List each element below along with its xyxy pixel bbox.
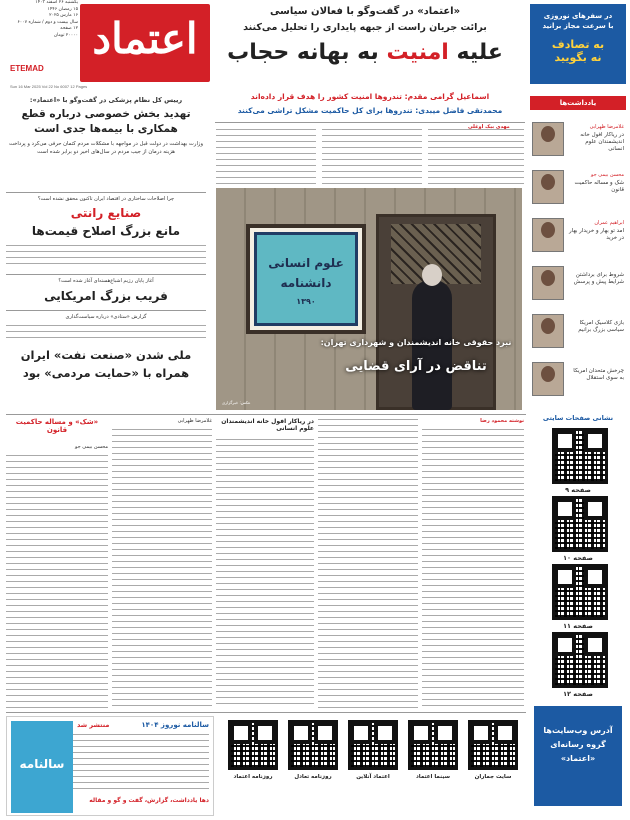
caption-kicker: نبرد حقوقی خانه اندیشمندان و شهرداری تهران: [320, 338, 512, 347]
qr-label: صفحه ۱۰ [563, 554, 593, 562]
left-h1-kicker: رییس کل نظام پزشکی در گفت‌وگو با «اعتماد»: [29, 96, 183, 104]
qr-label: سینما اعتماد [415, 774, 451, 780]
mid-divider [6, 414, 526, 415]
qr-label: صفحه ۹ [565, 486, 591, 494]
qr-label: صفحه ۱۱ [563, 622, 593, 630]
qr-code[interactable] [408, 720, 458, 770]
sidebar-qr-title: نشانی صفحات سایتی [542, 414, 614, 422]
bottom-qr-strip [220, 716, 526, 816]
address-box [534, 706, 622, 806]
author-avatar [532, 314, 564, 348]
article-column-1 [422, 418, 524, 708]
left-divider-2 [6, 274, 206, 275]
qr-label: روزنامه تعادل [294, 774, 332, 780]
qr-label: صفحه ۱۲ [563, 690, 593, 698]
travel-accent-2: نه بگویید [554, 51, 602, 64]
headline-part-2: به بهانه حجاب [227, 40, 387, 65]
plaque-tile [254, 232, 358, 326]
sidebar-item[interactable] [530, 118, 626, 160]
left-h2-a: صنایع رانتی [70, 206, 142, 220]
bottom-divider [6, 712, 526, 713]
sidebar-item-title: شروط برای برداشتن شرایط پیش و پرسش [573, 272, 624, 285]
qr-code[interactable] [552, 428, 608, 484]
qr-code[interactable] [552, 564, 608, 620]
logo-text: اعتماد [92, 14, 198, 63]
sidebar-author: ابراهیم عمران [594, 220, 624, 226]
kicker-line-1: «اعتماد» در گفت‌وگو با فعالان سیاسی [269, 6, 461, 17]
plaque-year: ۱۳۹۰ [296, 296, 316, 306]
logo [80, 4, 210, 82]
qr-code[interactable] [468, 720, 518, 770]
sidebar-item[interactable] [530, 166, 626, 208]
qr-code[interactable] [552, 632, 608, 688]
sidebar-item-title: چرخش متحدان امریکا به سوی استقلال [573, 368, 624, 381]
qr-label: سایت جماران [474, 774, 512, 780]
qr-code[interactable] [228, 720, 278, 770]
nowruz-published: منتشر شد [77, 721, 110, 729]
sidebar-item[interactable] [530, 214, 626, 256]
travel-line-1: در سفرهای نوروزی [543, 12, 613, 20]
qr-label: روزنامه اعتماد [233, 774, 273, 780]
nowruz-travel-box [530, 4, 626, 84]
left-h3: فریب بزرگ امریکایی [44, 289, 168, 303]
left-h1-lead: وزارت بهداشت در دولت قبل در مواجهه با مشکلات مردم کتمان حرفی می‌کرد و پرداخت هزینه درمان از جیب مردم در سال‌های اخیر دو برابر شده است [8, 141, 204, 155]
sub-head-2: محمدتقی فاضل میبدی: تندروها برای کل حاکمیت مشکل تراشی می‌کنند [237, 106, 503, 115]
sidebar-item[interactable] [530, 358, 626, 400]
photo-person-head [422, 264, 442, 286]
photo-caption [316, 338, 516, 374]
date-fa: یکشنبه ۲۶ اسفند ۱۴۰۳ [35, 0, 78, 5]
address-text: آدرس وب‌سایت‌ها گروه رسانه‌ای «اعتماد» [543, 726, 613, 763]
article-column-3 [216, 418, 314, 708]
sidebar-author: غلامرضا ظهرابی [589, 124, 624, 130]
article-column-4 [112, 418, 212, 708]
left-q2: چرا اصلاحات ساختاری در اقتصاد ایران تاکنون محقق نشده است؟ [37, 196, 175, 202]
photo-credit: عکس: خبرگزاری [222, 400, 251, 405]
nowruz-cover [11, 721, 73, 813]
sidebar-item-title: بازی کلاسیک امریکا سیاسی بزرگ برانیم [578, 320, 624, 333]
center-body-text-2 [322, 128, 422, 186]
qr-code[interactable] [552, 496, 608, 552]
price: ۲۰۰۰۰ تومان [53, 32, 78, 38]
nowruz-body [73, 733, 209, 793]
plaque-text: علوم انسانی دانشنامه [268, 255, 344, 290]
col3-author: محسن بیمی جو [75, 444, 108, 450]
col1-author: غلامرضا ظهرابی [177, 418, 212, 424]
main-photo [216, 188, 522, 410]
sidebar-author: محسن بیمی جو [591, 172, 624, 178]
nowruz-title: سالنامه نوروز ۱۴۰۴ [141, 721, 209, 729]
left-h4-a: ملی شدن «صنعت نفت» ایران [20, 348, 192, 362]
sidebar-item-title: در ریاکار افول خانه اندیشمندان علوم انسانی [580, 132, 624, 152]
sidebar-item-title: شک و مساله حاکمیت قانون [574, 180, 624, 193]
masthead-latin-line: Sun 16 Mar 2025 Vol 22 No 6007 12 Pages [10, 84, 88, 89]
author-avatar [532, 218, 564, 252]
nowruz-ad[interactable] [6, 716, 214, 816]
col2-body [216, 438, 314, 708]
center-body-text-3 [428, 128, 524, 186]
date-hijri: ۱۵ رمضان ۱۴۴۶ [47, 6, 78, 12]
left-h2-b: مانع بزرگ اصلاح قیمت‌ها [31, 224, 181, 238]
date-en: ۱۶ مارس ۲۰۲۵ [49, 13, 78, 18]
article-body [422, 428, 524, 706]
left-kicker4: گزارش «ستادی» درباره سیاست‌گذاری [65, 314, 147, 320]
travel-line-2: با سرعت مجاز برانید [542, 22, 614, 30]
left-h1: تهدید بخش خصوصی درباره قطع همکاری با بیمه‌ها جدی است [21, 108, 191, 135]
nowruz-bottom-line: دها یادداشت، گزارش، گفت و گو و مقاله [89, 797, 209, 804]
lead-author: مهدی بیک اوغلی [468, 124, 510, 130]
masthead-date-block [8, 0, 78, 64]
main-headline [215, 40, 515, 65]
kicker-line-2: برائت جریان راست از جبهه پایداری را تحلیل می‌کنند [243, 22, 487, 33]
travel-accent-1: به تصادف [551, 38, 605, 51]
sub-head-1: اسماعیل گرامی مقدم: تندروها امنیت کشور را هدف قرار داده‌اند [250, 92, 490, 101]
col1-body [112, 428, 212, 708]
photo-plaque [246, 224, 366, 334]
left-k4-body [6, 324, 206, 342]
headline-accent: امنیت [386, 40, 449, 65]
sidebar-item[interactable] [530, 262, 626, 304]
qr-code[interactable] [288, 720, 338, 770]
left-column [6, 96, 206, 412]
left-h4-b: همراه با «حمایت مردمی» بود [22, 366, 190, 380]
left-divider-3 [6, 310, 206, 311]
author-avatar [532, 170, 564, 204]
left-q3: آغاز پایان رژیم اشباع‌هسته‌ای آغاز شده است؟ [58, 278, 154, 284]
headline-part-1: علیه [448, 40, 503, 65]
cover-title: سالنامه [19, 757, 65, 771]
article-author: نوشته محمود رضا [480, 418, 524, 424]
caption-headline: تناقض در آرای قضایی [345, 359, 487, 374]
article-column-2 [318, 418, 418, 708]
qr-label: اعتماد آنلاین [356, 774, 390, 780]
author-avatar [532, 266, 564, 300]
author-avatar [532, 122, 564, 156]
page-count: ۱۲ صفحه [60, 26, 78, 31]
sidebar-item[interactable] [530, 310, 626, 352]
col2-title: در ریاکار افول خانه اندیشمندان علوم انسانی [221, 418, 314, 432]
sidebar-title: یادداشت‌ها [530, 96, 626, 110]
left-divider-1 [6, 192, 206, 193]
issue-number: سال بیست و دوم / شماره ۶۰۰۷ [17, 19, 78, 25]
center-body-text-1 [216, 128, 316, 186]
article-column-5 [6, 418, 108, 708]
left-h2-body [6, 244, 206, 268]
logo-latin: ETEMAD [10, 64, 44, 73]
sidebar [530, 96, 626, 816]
qr-code[interactable] [348, 720, 398, 770]
author-avatar [532, 362, 564, 396]
col3-body [6, 454, 108, 708]
divider [215, 122, 525, 123]
sidebar-item-title: امد تو بهار و خریدار بهار در خرید [569, 228, 624, 241]
col3-title: «شک» و مساله حاکمیت قانون [15, 418, 99, 434]
